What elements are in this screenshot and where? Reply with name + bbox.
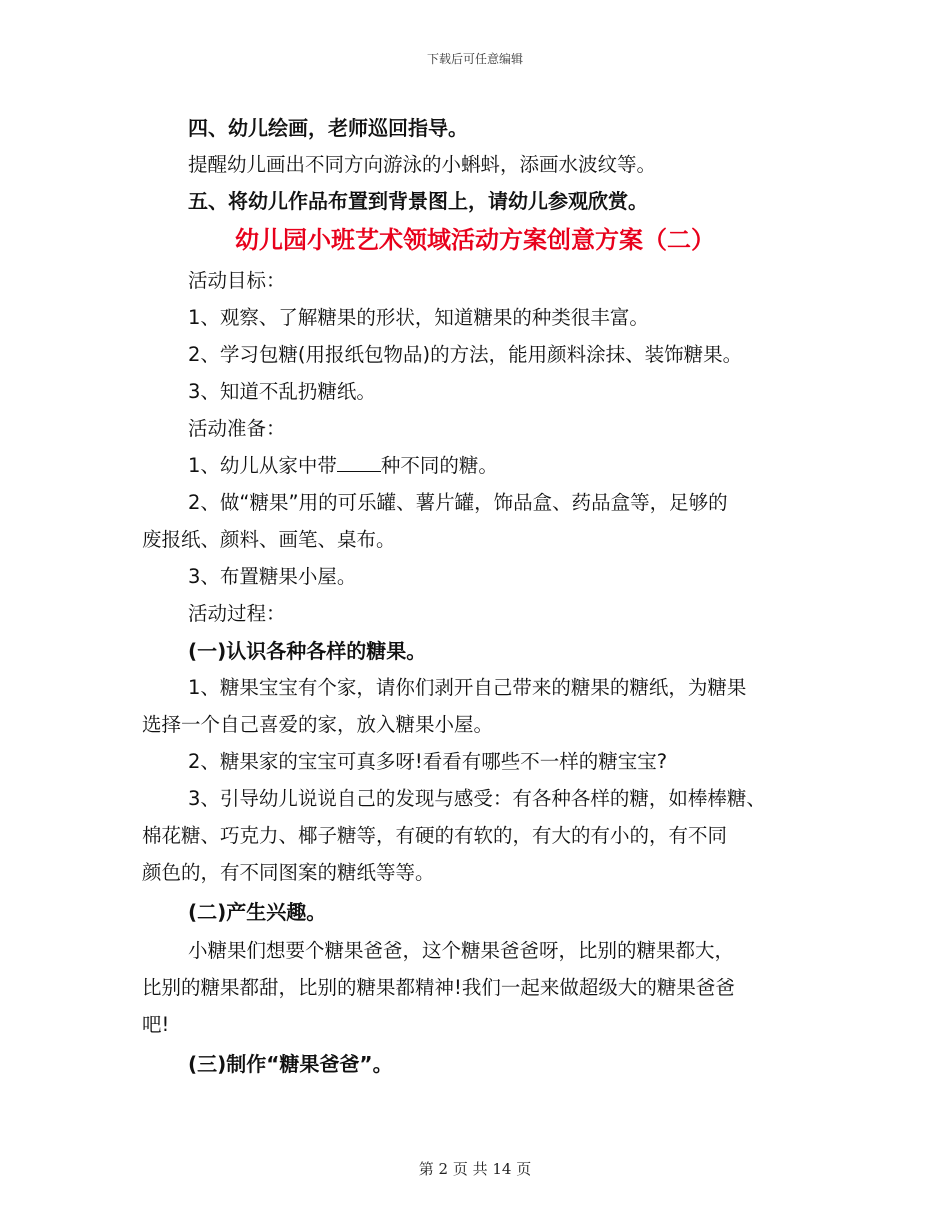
section-title: 幼儿园小班艺术领域活动方案创意方案（二） [235,226,715,254]
process-label: 活动过程： [188,602,286,625]
paragraph-line: 3、引导幼儿说说自己的发现与感受：有各种各样的糖，如棒棒糖、 [188,787,766,810]
preparation-item: 3、布置糖果小屋。 [188,565,357,588]
paragraph-line: 小糖果们想要个糖果爸爸，这个糖果爸爸呀，比别的糖果都大， [188,939,735,962]
paragraph-line: 颜色的，有不同图案的糖纸等等。 [142,861,435,884]
page-footer: 第 2 页 共 14 页 [418,1160,532,1178]
paragraph-line: 废报纸、颜料、画笔、桌布。 [142,528,396,551]
preparation-item-text: 种不同的糖。 [380,454,498,477]
paragraph-line: 比别的糖果都甜，比别的糖果都精神!我们一起来做超级大的糖果爸爸 [142,976,735,999]
objective-item: 3、知道不乱扔糖纸。 [188,380,376,403]
objective-item: 1、观察、了解糖果的形状，知道糖果的种类很丰富。 [188,306,649,329]
subsection-heading: (二)产生兴趣。 [188,900,327,924]
paragraph-line: 选择一个自己喜爱的家，放入糖果小屋。 [142,713,494,736]
subsection-heading: (一)认识各种各样的糖果。 [188,639,427,663]
paragraph-line: 棉花糖、巧克力、椰子糖等，有硬的有软的，有大的有小的，有不同 [142,824,728,847]
preparation-item-text: 1、幼儿从家中带 [188,454,337,477]
objective-item: 2、学习包糖(用报纸包物品)的方法，能用颜料涂抹、装饰糖果。 [188,343,743,366]
paragraph-line: 2、糖果家的宝宝可真多呀!看看有哪些不一样的糖宝宝? [188,750,668,773]
paragraph-line: 1、糖果宝宝有个家，请你们剥开自己带来的糖果的糖纸，为糖果 [188,676,747,699]
step-four-heading: 四、幼儿绘画，老师巡回指导。 [188,116,468,140]
preparation-item: 2、做“糖果”用的可乐罐、薯片罐，饰品盒、药品盒等，足够的 [188,491,728,514]
preparation-label: 活动准备： [188,417,286,440]
paragraph-line: 吧! [142,1013,170,1036]
fill-blank [337,453,381,472]
preparation-item [188,452,498,480]
subsection-heading: (三)制作“糖果爸爸”。 [188,1052,393,1076]
objectives-label: 活动目标： [188,269,286,292]
page-header: 下载后可任意编辑 [426,52,523,66]
step-five-heading: 五、将幼儿作品布置到背景图上，请幼儿参观欣赏。 [188,189,648,213]
paragraph-line: 提醒幼儿画出不同方向游泳的小蝌蚪，添画水波纹等。 [188,153,657,176]
